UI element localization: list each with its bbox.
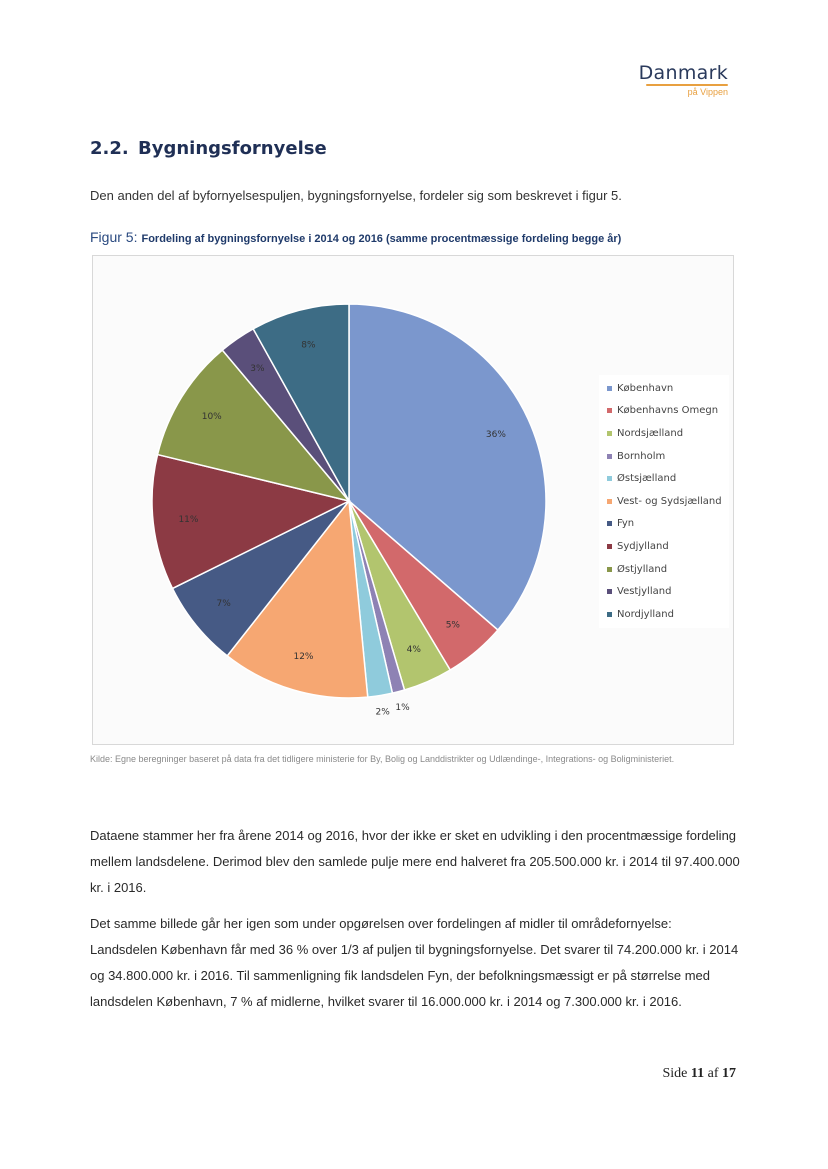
pie-chart [92, 255, 734, 745]
section-number: 2.2. [90, 138, 129, 159]
intro-text: Den anden del af byfornyelsespuljen, bygningsfornyelse, fordeler sig som beskrevet i figur 5. [90, 188, 622, 203]
legend-label: Sydjylland [617, 540, 669, 552]
page-footer [662, 1066, 736, 1082]
footer-page-total: 17 [722, 1066, 736, 1081]
legend-label: København [617, 382, 674, 394]
slice-label-vest-og-sydsjaelland: 12% [293, 651, 314, 662]
legend-swatch [607, 544, 612, 549]
figure-label: Figur 5: [90, 229, 138, 245]
legend-label: Vestjylland [617, 586, 672, 598]
legend-item-koebenhavn [599, 377, 729, 400]
section-heading [90, 138, 327, 159]
chart-legend [599, 375, 729, 628]
logo [639, 62, 728, 97]
legend-swatch [607, 454, 612, 459]
legend-label: Nordsjælland [617, 427, 684, 439]
legend-item-nordsjaelland [599, 422, 729, 445]
footer-page-number: 11 [690, 1066, 705, 1081]
legend-item-koebenhavns-omegn [599, 400, 729, 423]
legend-item-nordjylland [599, 603, 729, 626]
legend-label: Vest- og Sydsjælland [617, 495, 722, 507]
legend-swatch [607, 408, 612, 413]
slice-label-koebenhavns-omegn: 5% [445, 620, 460, 631]
figure-caption [90, 229, 621, 245]
slice-label-bornholm: 1% [395, 703, 410, 714]
slice-label-nordsjaelland: 4% [406, 644, 421, 655]
legend-item-vest-og-sydsjaelland [599, 490, 729, 513]
legend-item-oestjylland [599, 558, 729, 581]
section-title: Bygningsfornyelse [138, 138, 327, 159]
legend-swatch [607, 431, 612, 436]
footer-prefix: Side [662, 1066, 688, 1081]
legend-swatch [607, 476, 612, 481]
legend-swatch [607, 589, 612, 594]
legend-label: Fyn [617, 518, 635, 530]
legend-label: Østjylland [617, 563, 668, 575]
slice-label-fyn: 7% [216, 598, 231, 609]
legend-label: Københavns Omegn [617, 405, 719, 417]
legend-item-sydjylland [599, 535, 729, 558]
legend-item-oestsjaelland [599, 467, 729, 490]
source-note: Kilde: Egne beregninger baseret på data fra det tidligere ministerie for By, Bolig og Landdistrikter og Udlændinge-, Integrations- og Boligministeriet. [90, 754, 675, 764]
legend-item-bornholm [599, 445, 729, 468]
legend-swatch [607, 499, 612, 504]
slice-label-koebenhavn: 36% [485, 429, 506, 440]
slice-label-nordjylland: 8% [301, 340, 316, 351]
logo-underline [646, 84, 728, 86]
slice-label-vestjylland: 3% [250, 363, 265, 374]
legend-item-vestjylland [599, 580, 729, 603]
legend-swatch [607, 612, 612, 617]
slice-label-sydjylland: 11% [178, 514, 199, 525]
logo-subtitle: på Vippen [687, 87, 728, 97]
legend-swatch [607, 386, 612, 391]
legend-label: Nordjylland [617, 608, 674, 620]
slice-label-oestsjaelland: 2% [375, 707, 390, 718]
slice-label-oestjylland: 10% [201, 411, 222, 422]
figure-title: Fordeling af bygningsfornyelse i 2014 og 2016 (samme procentmæssige fordeling begge år) [141, 233, 622, 245]
legend-item-fyn [599, 513, 729, 536]
legend-label: Østsjælland [617, 473, 677, 485]
legend-label: Bornholm [617, 450, 666, 462]
logo-title: Danmark [638, 62, 728, 84]
legend-swatch [607, 567, 612, 572]
paragraph-1: Dataene stammer her fra årene 2014 og 2016, hvor der ikke er sket en udvikling i den procentmæssige fordeling mellem landsdelene. Derimod blev den samlede pulje mere end halveret fra 205.500.000 kr. i 2014 til 97.400.000 kr. i 2016. [90, 828, 740, 895]
legend-swatch [607, 521, 612, 526]
footer-separator: af [707, 1066, 719, 1081]
paragraph-2: Det samme billede går her igen som under opgørelsen over fordelingen af midler til områdefornyelse: Landsdelen København får med 36 % over 1/3 af puljen til bygningsfornyelse. Det svarer til 74.200.000 kr. i 2014 og 34.800.000 kr. i 2016. Til sammenligning fik landsdelen Fyn, der befolkningsmæssigt er på størrelse med landsdelen København, 7 % af midlerne, hvilket svarer til 16.000.000 kr. i 2014 og 7.300.000 kr. i 2016. [90, 916, 739, 1009]
